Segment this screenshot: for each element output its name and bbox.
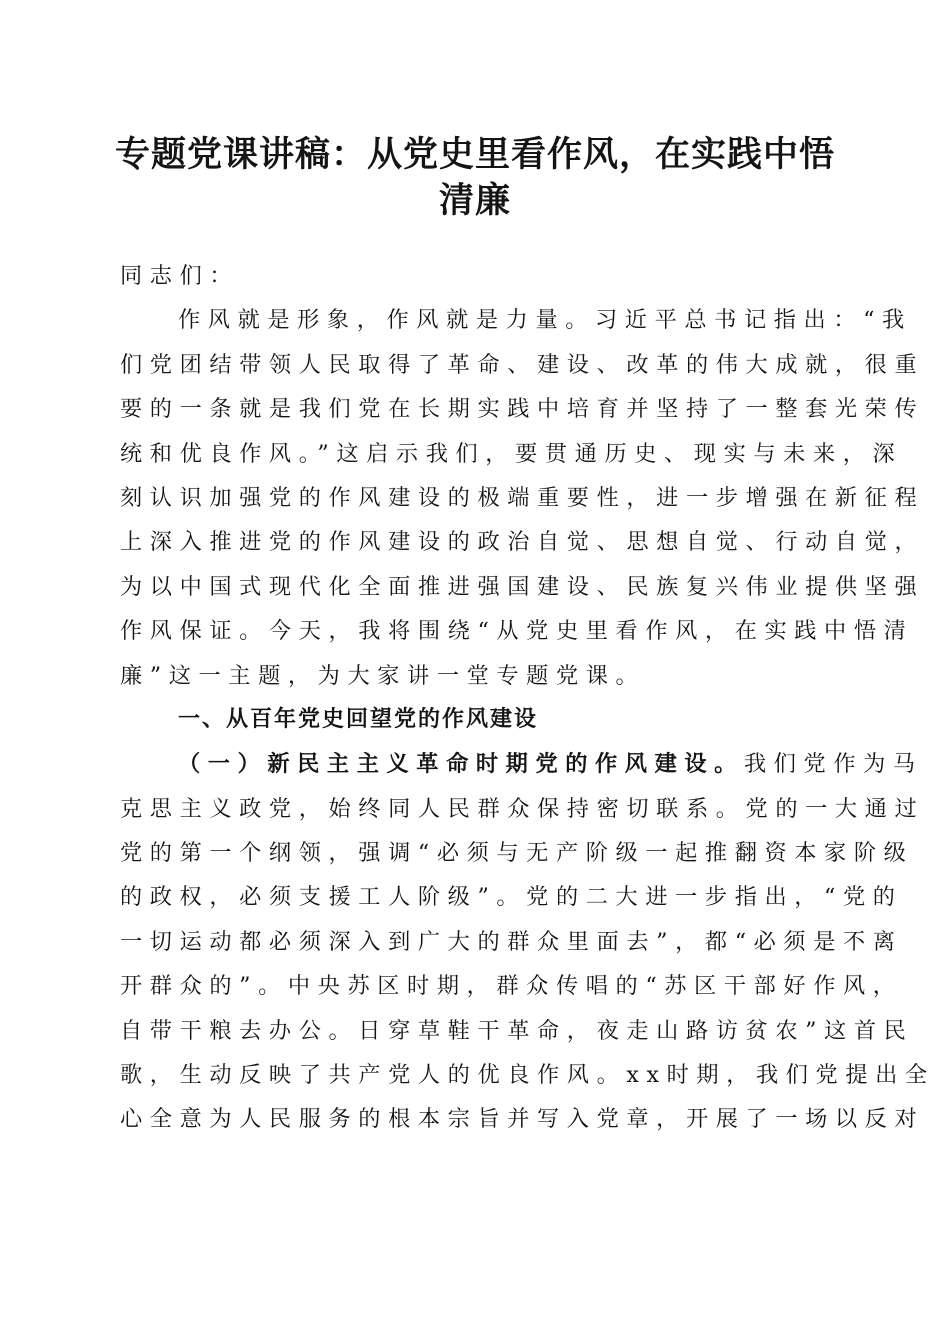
paragraph-line: 一切运动都必须深入到广大的群众里面去”，都“必须是不离	[120, 928, 903, 955]
paragraph-line: 为以中国式现代化全面推进强国建设、民族复兴伟业提供坚强	[120, 573, 925, 600]
document-body	[120, 254, 935, 1142]
paragraph-line: 上深入推进党的作风建设的政治自觉、思想自觉、行动自觉，	[120, 529, 925, 556]
paragraph-intro	[120, 298, 925, 698]
paragraph-line: 开群众的”。中央苏区时期，群众传唱的“苏区干部好作风，	[120, 973, 903, 1000]
paragraph-line: 心全意为人民服务的根本宗旨并写入党章，开展了一场以反对	[120, 1106, 925, 1133]
document-title	[100, 132, 850, 224]
paragraph-line: 刻认识加强党的作风建设的极端重要性，进一步增强在新征程	[120, 484, 925, 511]
salutation: 同志们：	[120, 263, 240, 289]
title-line-1: 专题党课讲稿：从党史里看作风，在实践中悟	[114, 135, 835, 175]
paragraph-line: 统和优良作风。”这启示我们，要贯通历史、现实与未来，深	[120, 440, 903, 467]
paragraph-line: 作风就是形象，作风就是力量。习近平总书记指出：“我	[178, 307, 912, 334]
paragraph-line: 廉”这一主题，为大家讲一堂专题党课。	[120, 662, 646, 689]
paragraph-line: 的政权，必须支援工人阶级”。党的二大进一步指出，“党的	[120, 884, 903, 911]
paragraph-line: 自带干粮去办公。日穿草鞋干革命，夜走山路访贫农”这首民	[120, 1017, 914, 1044]
paragraph-line: 歌，生动反映了共产党人的优良作风。xx时期，我们党提出全	[120, 1062, 935, 1089]
paragraph-line: 要的一条就是我们党在长期实践中培育并坚持了一整套光荣传	[120, 396, 925, 423]
paragraph-section1	[120, 742, 935, 1142]
paragraph-line: 克思主义政党，始终同人民群众保持密切联系。党的一大通过	[120, 795, 925, 822]
title-line-2: 清廉	[438, 181, 511, 221]
paragraph-line: 们党团结带领人民取得了革命、建设、改革的伟大成就，很重	[120, 351, 925, 378]
section-heading: 一、从百年党史回望党的作风建设	[178, 706, 539, 732]
paragraph-line	[120, 742, 923, 786]
paragraph-line: 党的第一个纲领，强调“必须与无产阶级一起推翻资本家阶级	[120, 840, 914, 867]
paragraph-line-rest: 我们党作为马	[743, 751, 923, 778]
subsection-label: （一）新民主主义革命时期党的作风建设。	[178, 751, 744, 778]
paragraph-line: 作风保证。今天，我将围绕“从党史里看作风，在实践中悟清	[120, 618, 914, 645]
